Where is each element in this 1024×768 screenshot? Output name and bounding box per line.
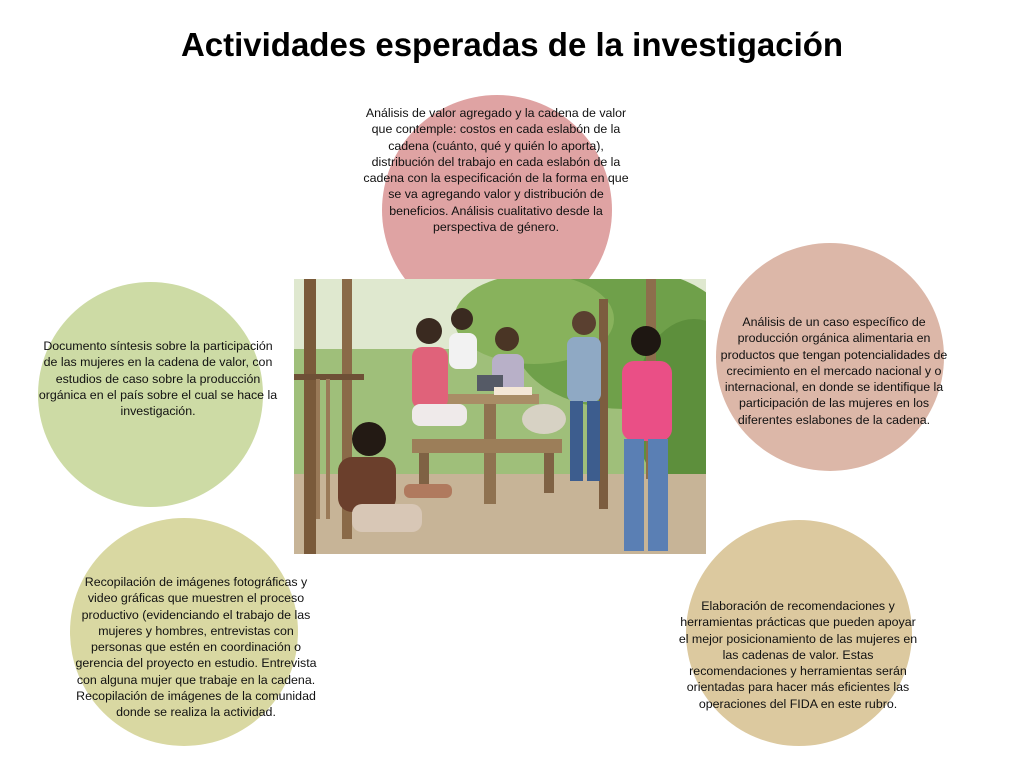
women-meeting-photo <box>294 279 706 554</box>
activity-synthesis-document: Documento síntesis sobre la participación de las mujeres en la cadena de valor, con estudios de caso sobre la producción orgánica en el país sobre el cual se hace la investigación. <box>38 339 278 419</box>
activity-media-collection: Recopilación de imágenes fotográficas y video gráficas que muestren el proceso productivo (evidenciando el trabajo de las mujeres y hombres, entrevistas con personas que estén en coordinación o gerencia del proyecto en estudio. Entrevista con alguna mujer que trabaje en la cadena. Recopilación de imágenes de la comunidad donde se realiza la actividad. <box>75 575 317 720</box>
photo-illustration <box>294 279 706 554</box>
slide-title: Actividades esperadas de la investigación <box>180 26 844 63</box>
activity-value-chain-analysis: Análisis de valor agregado y la cadena de valor que contemple: costos en cada eslabón de la cadena (cuánto, qué y quién lo aporta), distribución del trabajo en cada eslabón de la cadena con la especificación de la forma en que se va agregando valor y distribución de beneficios. Análisis cualitativo desde la perspectiva de género. <box>363 106 629 235</box>
activity-recommendations: Elaboración de recomendaciones y herramientas prácticas que pueden apoyar el mejor posicionamiento de las mujeres en las cadenas de valor. Estas recomendaciones y herramientas serán orientadas para hacer más eficientes las operaciones del FIDA en este rubro. <box>678 599 918 711</box>
activity-case-analysis: Análisis de un caso específico de producción orgánica alimentaria en productos que tengan potencialidades de crecimiento en el mercado nacional y o internacional, en donde se identifique la participación de las mujeres en los diferentes eslabones de la cadena. <box>720 315 948 427</box>
